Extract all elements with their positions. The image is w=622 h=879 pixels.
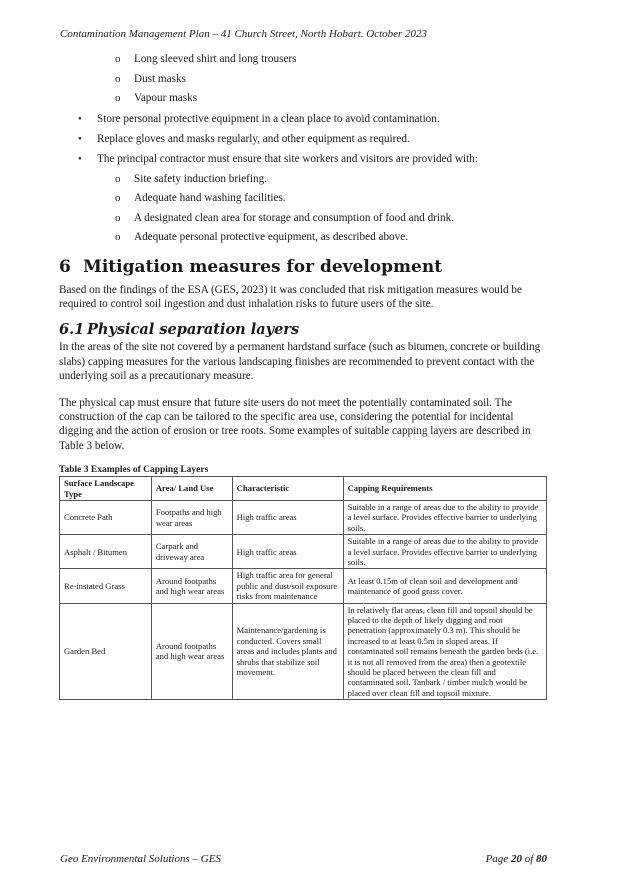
circle-bullet-icon: o (115, 172, 121, 185)
list-item: o Vapour masks (115, 92, 198, 104)
list-item: o Adequate hand washing facilities. (115, 192, 286, 204)
capping-layers-table (59, 476, 547, 700)
column-header: Area/ Land Use (151, 477, 232, 501)
table-cell: High traffic area for general public and dust/soil exposure risks from maintenance (232, 569, 343, 603)
ppe-subitems (59, 52, 547, 111)
table-row (60, 535, 547, 569)
table-cell: Suitable in a range of areas due to the ability to provide a level surface. Provides effective barrier to underlying soils. (343, 500, 546, 534)
column-header: Surface Landscape Type (60, 477, 152, 501)
table-row (60, 569, 547, 603)
list-item: o Dust masks (115, 72, 186, 85)
list-item: o Long sleeved shirt and long trousers (115, 53, 297, 65)
column-header: Characteristic (232, 477, 343, 501)
list-item: • Replace gloves and masks regularly, and other equipment as required. (78, 132, 410, 145)
table-caption: Table 3 Examples of Capping Layers (59, 465, 209, 476)
list-item: • Store personal protective equipment in a clean place to avoid contamination. (78, 112, 440, 125)
table-cell: Suitable in a range of areas due to the ability to provide a level surface. Provides effective barrier to underlying soils. (343, 535, 546, 569)
list-item: o Site safety induction briefing. (115, 172, 267, 185)
subsection-number: 6.1 (59, 321, 85, 339)
subsection-paragraph: In the areas of the site not covered by a permanent hardstand surface (such as bitumen, concrete or building slabs) capping measures for the various landscaping finishes are recommended to prevent contact with the underlying soil as a precautionary measure. (59, 341, 541, 383)
table-cell: Concrete Path (60, 500, 152, 534)
list-item: o Adequate personal protective equipment, as described above. (115, 231, 408, 243)
footer-company: Geo Environmental Solutions – GES (60, 853, 221, 865)
table-cell: Around footpaths and high wear areas (151, 603, 232, 700)
table-cell: Asphalt / Bitumen (60, 535, 152, 569)
subsection-paragraph: The physical cap must ensure that future site users do not meet the potentially contaminated soil. The construction of the cap can be tailored to the specific area use, considering the potential for incidental digging and the action of erosion or tree roots. Some examples of suitable capping layers are described in Table 3 below. (59, 396, 531, 452)
bullet-icon: • (78, 152, 82, 165)
circle-bullet-icon: o (115, 211, 121, 224)
circle-bullet-icon: o (115, 192, 121, 204)
list-item: o A designated clean area for storage and consumption of food and drink. (115, 211, 454, 224)
circle-bullet-icon: o (115, 72, 121, 85)
section-number: 6 (59, 256, 71, 277)
section-paragraph: Based on the findings of the ESA (GES, 2023) it was concluded that risk mitigation measures would be required to control soil ingestion and dust inhalation risks to future users of the site. (59, 283, 522, 310)
table-cell: Re-instated Grass (60, 569, 152, 603)
subsection-title: Physical separation layers (87, 321, 300, 339)
table-header-row (60, 477, 547, 501)
table-cell: High traffic areas (232, 500, 343, 534)
circle-bullet-icon: o (115, 92, 121, 104)
bullet-icon: • (78, 112, 82, 125)
running-header: Contamination Management Plan – 41 Church Street, North Hobart. October 2023 (60, 28, 428, 40)
table-row (60, 500, 547, 534)
table-cell: High traffic areas (232, 535, 343, 569)
page-number: Page 20 of 80 (485, 853, 547, 865)
table-cell: Carpark and driveway area (151, 535, 232, 569)
page-content (59, 52, 547, 700)
table-row (60, 603, 547, 700)
column-header: Capping Requirements (343, 477, 546, 501)
table-cell: Garden Bed (60, 603, 152, 700)
table-cell: Footpaths and high wear areas (151, 500, 232, 534)
section-heading (59, 256, 547, 278)
table-cell: Around footpaths and high wear areas (151, 569, 232, 603)
section-title: Mitigation measures for development (83, 256, 443, 277)
subsection-heading (59, 320, 547, 340)
list-item: • The principal contractor must ensure that site workers and visitors are provided with: (78, 152, 478, 165)
bullet-list (59, 112, 547, 172)
provision-subitems (59, 172, 547, 250)
circle-bullet-icon: o (115, 53, 121, 65)
table-cell: In relatively flat areas, clean fill and topsoil should be placed to the depth of likely digging and root penetration (approximately 0.3 m). This should be increased to at least 0.5m in sloped areas. If contaminated soil remains beneath the garden beds (i.e. it is not all removed from the area) then a geotextile should be placed between the clean fill and contaminated soil. Tanbark / timber mulch would be placed over clean fill and topsoil mixture. (343, 603, 546, 700)
bullet-icon: • (78, 132, 82, 145)
table-cell: Maintenance/gardening is conducted. Covers small areas and includes plants and shrubs that stabilize soil movement. (232, 603, 343, 700)
table-cell: At least 0.15m of clean soil and development and maintenance of good grass cover. (343, 569, 546, 603)
circle-bullet-icon: o (115, 231, 121, 243)
